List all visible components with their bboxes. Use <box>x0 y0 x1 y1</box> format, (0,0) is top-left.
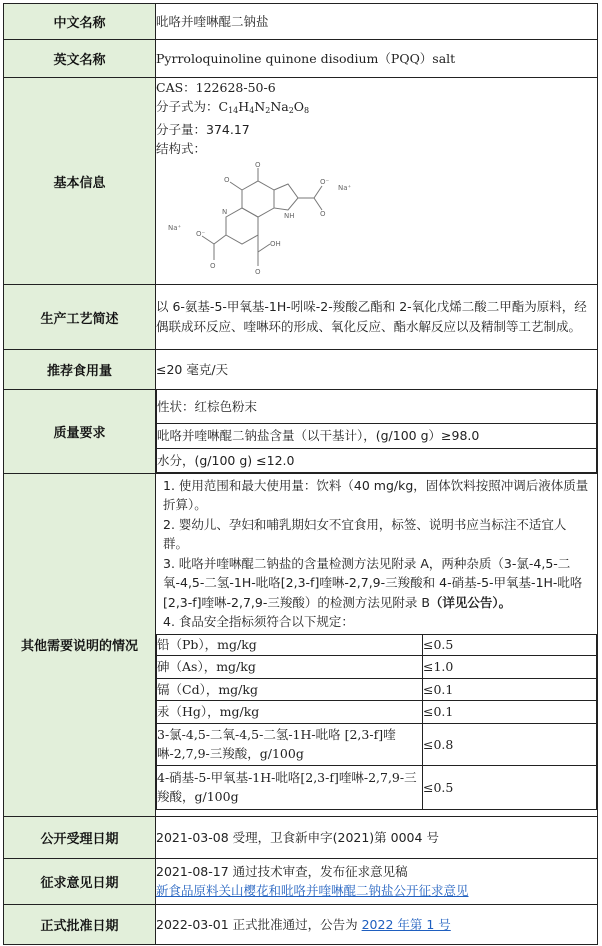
svg-text:NH: NH <box>284 212 295 220</box>
note-1: 1. 使用范围和最大使用量：饮料（40 mg/kg，固体饮料按照冲调后液体质量折算）。 <box>163 477 589 512</box>
quality-item: 水分，(g/100 g) ≤12.0 <box>157 448 597 472</box>
comment-draft-link[interactable]: 新食品原料关山樱花和吡咯并喹啉醌二钠盐公开征求意见 <box>156 883 469 898</box>
svg-text:O: O <box>320 210 326 218</box>
limit-item: 汞（Hg），mg/kg <box>157 700 423 723</box>
limit-item: 3-氯-4,5-二氧-4,5-二氢-1H-吡咯 [2,3-f]喹啉-2,7,9-三羧酸，g/100g <box>157 723 423 765</box>
limit-item: 铅（Pb），mg/kg <box>157 634 423 655</box>
quality-item: 性状：红棕色粉末 <box>157 390 597 423</box>
label-process: 生产工艺简述 <box>4 285 156 350</box>
value-approval-date: 2022-03-01 正式批准通过，公告为 2022 年第 1 号 <box>156 904 598 944</box>
svg-text:Na⁺: Na⁺ <box>338 184 352 192</box>
row-quality <box>4 390 598 474</box>
molecular-formula: 分子式为：$C_{14}H_4N_2Na_2O_8$ <box>156 99 310 115</box>
value-other <box>156 473 598 816</box>
quality-item: 吡咯并喹啉醌二钠盐含量（以干基计），(g/100 g）≥98.0 <box>157 423 597 448</box>
row-chinese-name <box>4 4 598 40</box>
svg-text:OH: OH <box>270 240 281 248</box>
label-english-name: 英文名称 <box>4 40 156 78</box>
svg-text:N: N <box>222 208 228 216</box>
note-3: 3. 吡咯并喹啉醌二钠盐的含量检测方法见附录 A，两种杂质（3-氯-4,5-二氧-4,5-二氢-1H-吡咯[2,3-f]喹啉-2,7,9-三羧酸和 4-硝基-5-甲氧基-1H-吡咯[2,3-f]喹啉-2,7,9-三羧酸）的检测方法见附录 B（详见公告）。 <box>163 555 583 610</box>
limit-item: 镉（Cd），mg/kg <box>157 678 423 700</box>
note-2: 2. 婴幼儿、孕妇和哺乳期妇女不宜食用，标签、说明书应当标注不适宜人群。 <box>163 516 567 551</box>
value-process: 以 6-氨基-5-甲氧基-1H-吲哚-2-羧酸乙酯和 2-氧化戊烯二酸二甲酯为原料，经偶联成环反应、喹啉环的形成、氧化反应、酯水解反应以及精制等工艺制成。 <box>156 285 598 350</box>
value-quality <box>156 390 598 474</box>
svg-text:Na⁺: Na⁺ <box>168 224 182 232</box>
cas-number: CAS：122628-50-6 <box>156 80 276 95</box>
value-basic-info <box>156 78 598 285</box>
row-other <box>4 473 598 816</box>
value-chinese-name: 吡咯并喹啉醌二钠盐 <box>156 4 598 40</box>
molecular-weight: 分子量：374.17 <box>156 122 250 137</box>
limit-value: ≤0.5 <box>423 634 597 655</box>
quality-list <box>156 390 597 473</box>
row-approval-date <box>4 904 598 944</box>
limit-value: ≤0.5 <box>423 765 597 809</box>
svg-text:O: O <box>255 268 261 276</box>
pqq-structure-image <box>162 160 362 280</box>
other-notes <box>156 474 597 634</box>
value-english-name: Pyrroloquinoline quinone disodium（PQQ）salt <box>156 40 598 78</box>
row-comment-date <box>4 858 598 904</box>
row-basic-info <box>4 78 598 285</box>
label-chinese-name: 中文名称 <box>4 4 156 40</box>
svg-text:O: O <box>224 176 230 184</box>
structure-label: 结构式： <box>156 141 207 156</box>
svg-text:O⁻: O⁻ <box>196 230 206 238</box>
label-public-date: 公开受理日期 <box>4 816 156 858</box>
limit-value: ≤0.1 <box>423 678 597 700</box>
announcement-link[interactable]: 2022 年第 1 号 <box>361 916 451 932</box>
label-quality: 质量要求 <box>4 390 156 474</box>
limit-item: 砷（As），mg/kg <box>157 655 423 678</box>
note-4: 4. 食品安全指标须符合以下规定： <box>163 614 354 629</box>
row-english-name <box>4 40 598 78</box>
novel-food-info-table <box>3 3 598 945</box>
row-dosage <box>4 350 598 390</box>
limit-value: ≤0.1 <box>423 700 597 723</box>
value-public-date: 2021-03-08 受理，卫食新申字(2021)第 0004 号 <box>156 816 598 858</box>
formula-text: $C_{14}H_4N_2Na_2O_8$ <box>218 99 310 115</box>
svg-text:O⁻: O⁻ <box>320 178 330 186</box>
row-process <box>4 285 598 350</box>
limit-value: ≤0.8 <box>423 723 597 765</box>
row-public-date <box>4 816 598 858</box>
value-dosage: ≤20 毫克/天 <box>156 350 598 390</box>
label-approval-date: 正式批准日期 <box>4 904 156 944</box>
label-comment-date: 征求意见日期 <box>4 858 156 904</box>
limit-item: 4-硝基-5-甲氧基-1H-吡咯[2,3-f]喹啉-2,7,9-三羧酸，g/100g <box>157 765 423 809</box>
comment-date-text: 2021-08-17 通过技术审查，发布征求意见稿 <box>156 864 408 879</box>
label-other: 其他需要说明的情况 <box>4 473 156 816</box>
svg-text:O: O <box>210 262 216 270</box>
value-comment-date <box>156 858 598 904</box>
label-basic-info: 基本信息 <box>4 78 156 285</box>
safety-limits-table <box>156 634 597 810</box>
label-dosage: 推荐食用量 <box>4 350 156 390</box>
limit-value: ≤1.0 <box>423 655 597 678</box>
svg-text:O: O <box>255 161 261 169</box>
